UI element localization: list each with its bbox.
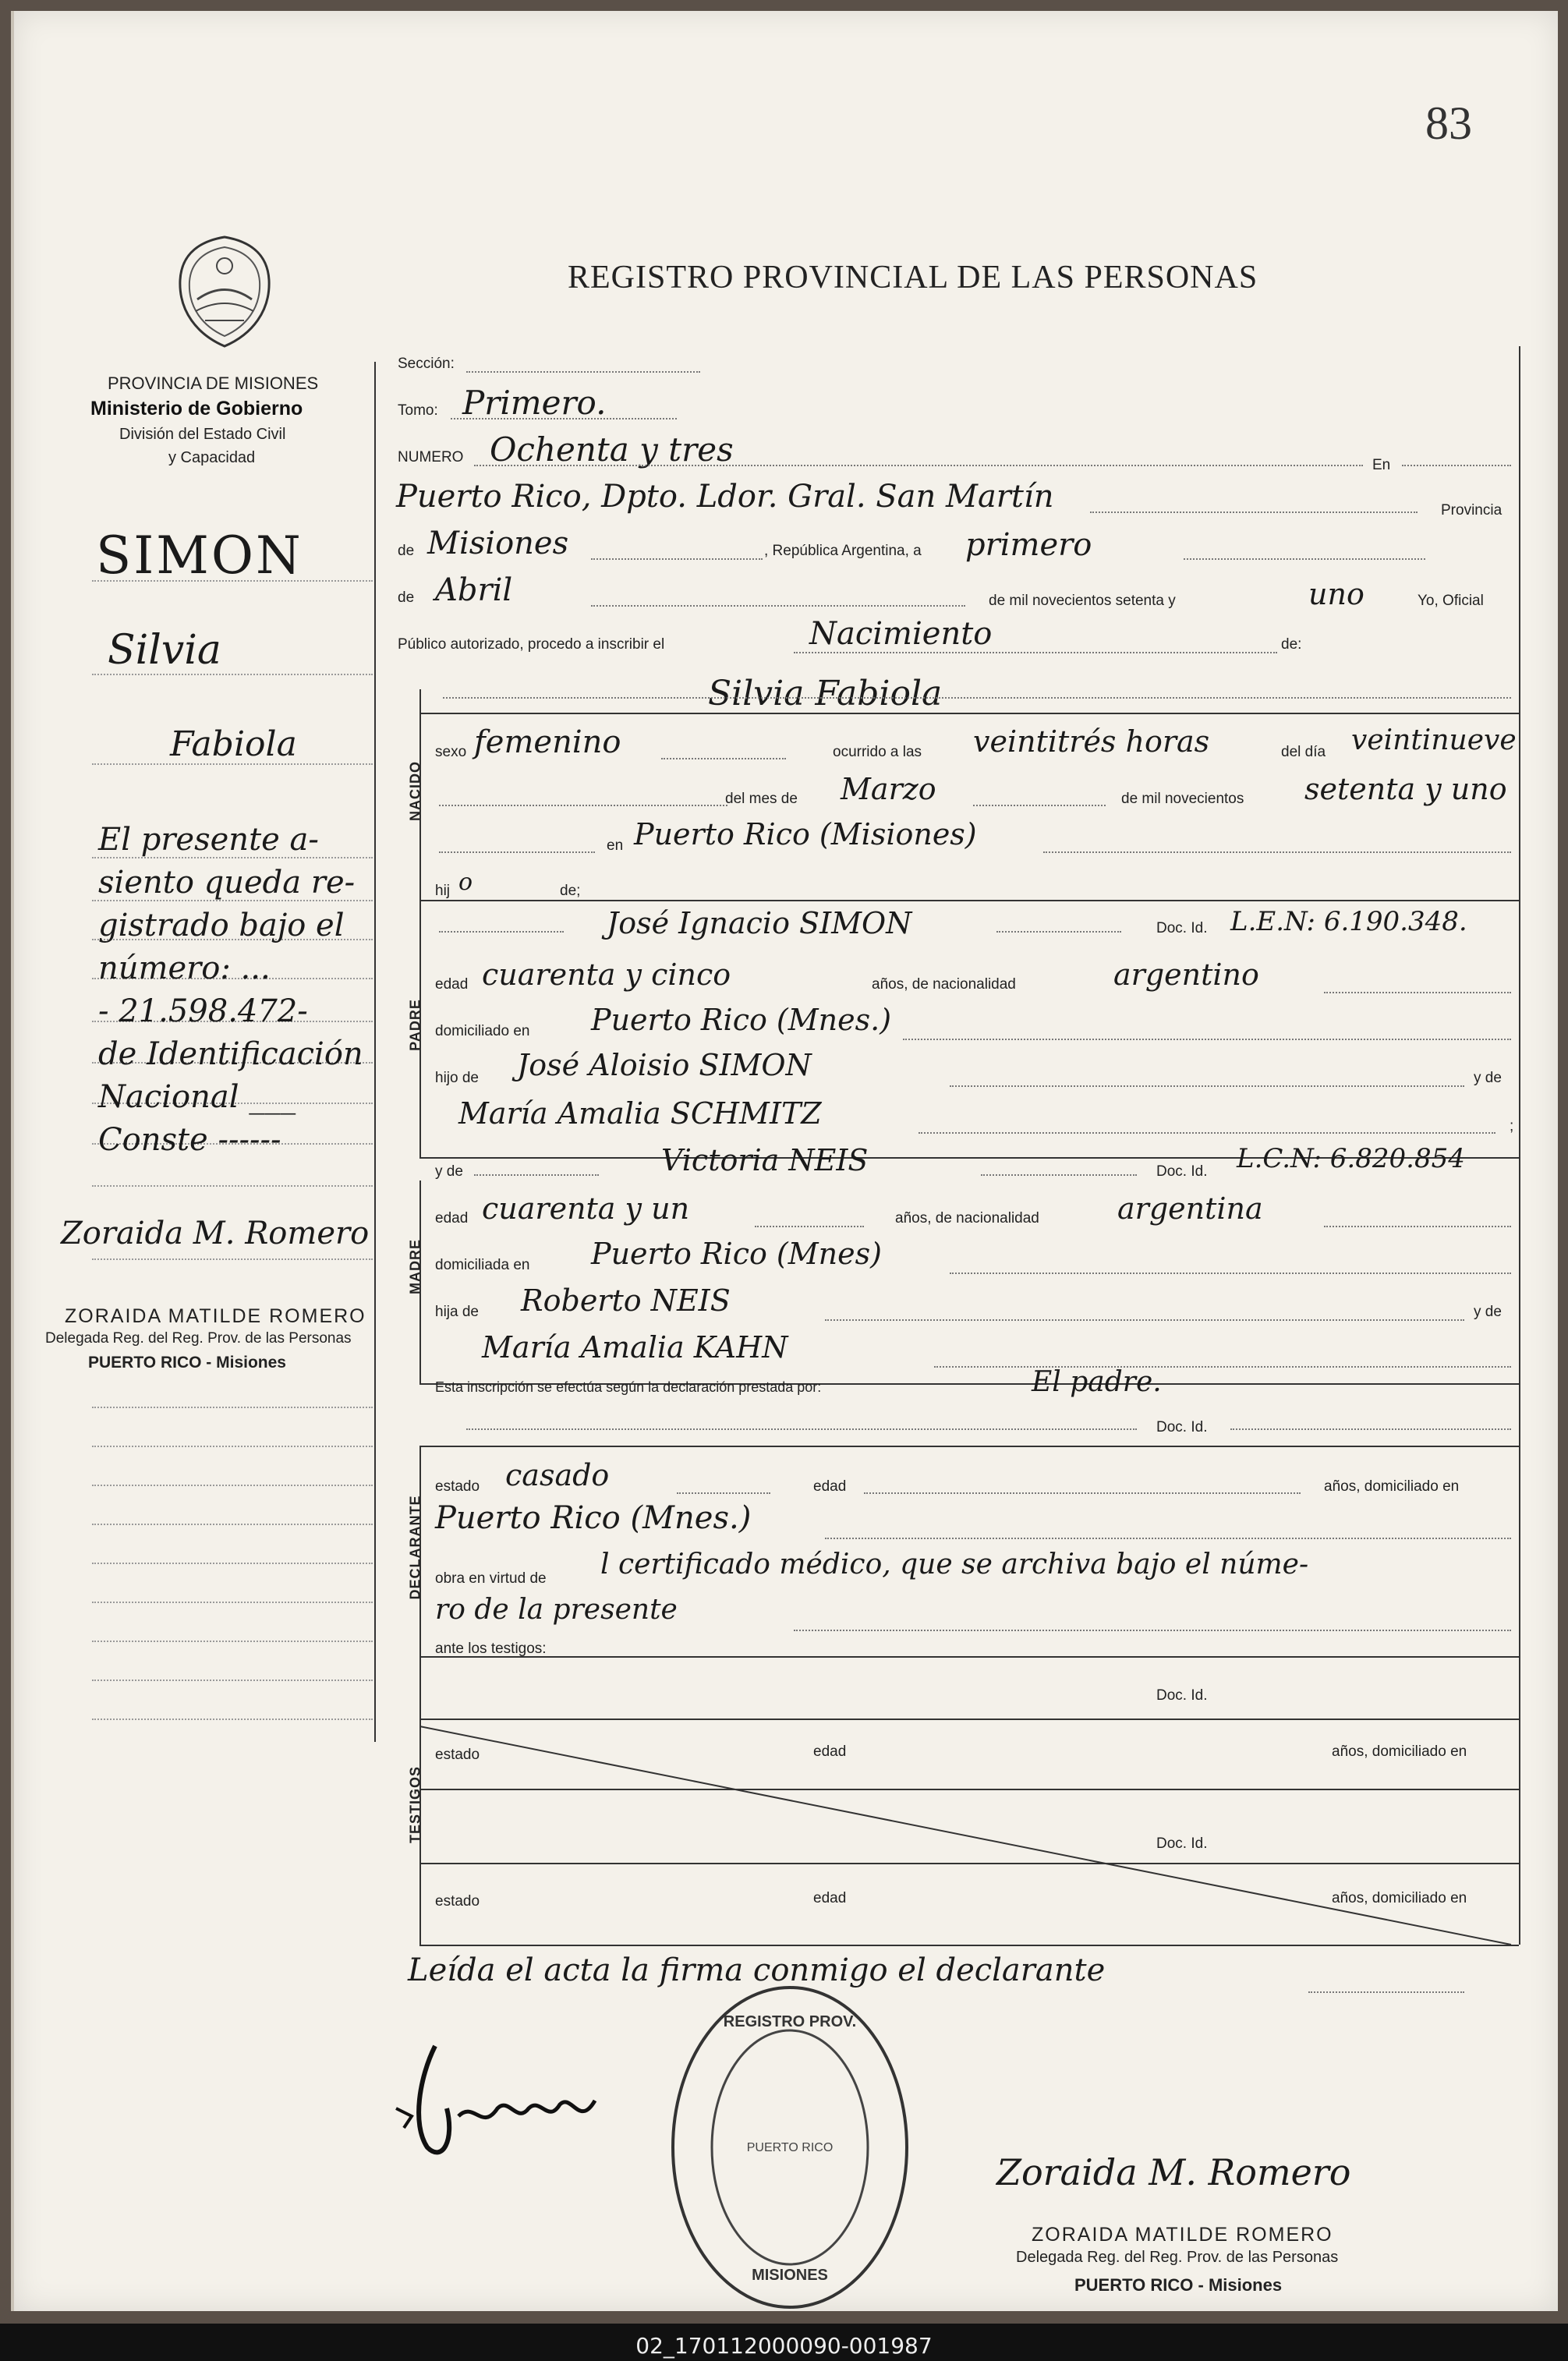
officer-signature: Zoraida M. Romero <box>996 2151 1351 2193</box>
document-title: REGISTRO PROVINCIAL DE LAS PERSONAS <box>568 260 1258 296</box>
sidebar-divider <box>374 362 376 1742</box>
label-yo-oficial: Yo, Oficial <box>1418 593 1484 609</box>
label-hijo: hij <box>435 883 451 899</box>
document-page: 83 REGISTRO PROVINCIAL DE LAS PERSONAS PROVINCIA DE MISIONES Ministerio de Gobierno División del Estado Civil y Capacidad SIMON Silvia Fabiola El presente a- siento queda re- gistrado bajo el número: ... - 21.598.472- de Identificación Nacional ___ Conste ------ Zoraida M. Romero ZORAIDA MATILDE ROMERO Delegada Reg. del Reg. Prov. de las Personas PUERTO RICO - Misiones Sección: Tomo: Primero. NUMERO Ochenta y tres En Puerto Rico, Dpto. Ldor. Gral. San Martín Provincia de Misiones , República Argentina, a primero de Abril de mil novecientos setenta y uno Yo, Oficial Público autorizado, procedo a inscribir el Nacimiento de: NACIDO Silvia Fabiola sexo femenino ocurrido a las veintitrés horas del día veintinueve del mes de Marzo de mil novecientos setenta y uno en Puerto Rico (Misiones) hij o de; PADRE José Ignacio SIMON Doc. Id. L.E.N: 6.190.348. edad cuarenta y cinco años, de nacionalidad argentino domiciliado en Puerto Rico (Mnes.) hijo de José Aloisio SIMON y de María Amalia SCHMITZ ; y de Victoria NEIS Doc. Id. L.C.N: 6.820.854 MADRE edad cuarenta y un años, de nacionalidad argentina domiciliada en Puerto Rico (Mnes) hija de Roberto NEIS y de María Amalia KAHN Esta inscripción se efectúa según la declaración prestada por: El padre. Doc. Id. DECLARANTE estado casado edad años, domiciliado en Puerto Rico (Mnes.) obra en virtud de l certificado médico, que se archiva bajo el núme- ro de la presente ante los testigos: TESTIGOS Doc. Id. estado edad años, domiciliado en Doc. Id. estado edad años, domiciliado en Leída el acta la firma conmigo el declarante REGISTRO PROV. MISIONES PUERTO RICO Zoraida M. Romero ZORAIDA MATILDE ROMERO Delegada Reg. del Reg. Prov. de las Personas PUERTO RICO - Misiones <box>11 11 1558 2311</box>
value-madre-padre: Roberto NEIS <box>521 1283 731 1318</box>
label-nacido: NACIDO <box>407 761 423 821</box>
value-numero: Ochenta y tres <box>490 430 734 469</box>
value-obra-2: ro de la presente <box>435 1594 678 1626</box>
value-declarante: El padre. <box>1032 1366 1162 1398</box>
footer-caption: 02_170112000090-001987 <box>635 2333 933 2359</box>
label-ante: ante los testigos: <box>435 1641 547 1657</box>
value-leida: Leída el acta la firma conmigo el declarante <box>408 1952 1106 1988</box>
label-doc-madre: Doc. Id. <box>1156 1163 1208 1180</box>
label-anos-dom-t1: años, domiciliado en <box>1332 1743 1467 1760</box>
label-provincia: Provincia <box>1441 502 1503 519</box>
official-seal <box>665 1980 915 2319</box>
label-y-de-madre2: y de <box>1474 1304 1502 1320</box>
label-estado-decl: estado <box>435 1478 480 1495</box>
label-edad-decl: edad <box>813 1478 847 1495</box>
value-hora: veintitrés horas <box>973 724 1210 759</box>
label-doc-padre: Doc. Id. <box>1156 920 1208 936</box>
label-de-hijo: de; <box>560 883 581 899</box>
label-doc-testigo2: Doc. Id. <box>1156 1835 1208 1852</box>
label-estado-t2: estado <box>435 1893 480 1910</box>
label-edad-padre: edad <box>435 976 469 993</box>
label-domiciliado: domiciliado en <box>435 1023 530 1039</box>
label-de-mil-nac: de mil novecientos <box>1121 791 1244 807</box>
value-padre-nombre: José Ignacio SIMON <box>607 906 912 940</box>
value-decl-estado: casado <box>505 1458 610 1492</box>
label-de-mes: de <box>398 589 415 606</box>
label-seccion: Sección: <box>398 356 455 372</box>
value-madre-madre: María Amalia KAHN <box>482 1330 788 1365</box>
sidebar-first-name: Silvia <box>108 627 221 674</box>
label-anos-dom-t2: años, domiciliado en <box>1332 1890 1467 1906</box>
value-decl-dom: Puerto Rico (Mnes.) <box>435 1500 752 1536</box>
header-ministry: Ministerio de Gobierno <box>90 398 303 419</box>
label-doc-declarante: Doc. Id. <box>1156 1419 1208 1435</box>
value-acto: Nacimiento <box>809 616 993 652</box>
header-capacity: y Capacidad <box>168 449 256 466</box>
label-publico: Público autorizado, procedo a inscribir el <box>398 636 665 653</box>
label-edad-t2: edad <box>813 1890 847 1906</box>
svg-text:MISIONES: MISIONES <box>752 2267 828 2284</box>
right-border <box>1519 346 1520 1945</box>
label-domiciliada: domiciliada en <box>435 1257 530 1273</box>
label-madre: MADRE <box>407 1239 423 1294</box>
value-madre-nac: argentina <box>1117 1191 1263 1226</box>
label-numero: NUMERO <box>398 449 464 465</box>
label-en-lugar: en <box>607 837 624 854</box>
value-padre-nac: argentino <box>1113 957 1259 992</box>
page-number: 83 <box>1425 97 1472 149</box>
label-hija-de: hija de <box>435 1304 479 1320</box>
label-esta-inscripcion: Esta inscripción se efectúa según la declaración prestada por: <box>435 1379 822 1395</box>
label-y-de-padre: y de <box>1474 1070 1502 1086</box>
label-republica: , República Argentina, a <box>764 543 922 559</box>
value-provincia: Misiones <box>427 526 569 561</box>
label-y-de-madre: y de <box>435 1163 463 1180</box>
label-sexo: sexo <box>435 744 467 760</box>
value-padre-doc: L.E.N: 6.190.348. <box>1230 906 1467 937</box>
label-de-mil: de mil novecientos setenta y <box>989 593 1176 609</box>
header-province: PROVINCIA DE MISIONES <box>108 373 319 393</box>
sidebar-middle-name: Fabiola <box>170 724 297 764</box>
label-edad-madre: edad <box>435 1210 469 1227</box>
label-del-mes: del mes de <box>725 791 798 807</box>
svg-text:REGISTRO PROV.: REGISTRO PROV. <box>723 2013 857 2030</box>
cancel-stroke <box>419 1719 1519 1952</box>
sidebar-stamp-role: Delegada Reg. del Reg. Prov. de las Personas <box>45 1330 352 1347</box>
value-obra-1: l certificado médico, que se archiva bajo el núme- <box>600 1549 1309 1580</box>
label-doc-testigo1: Doc. Id. <box>1156 1687 1208 1704</box>
label-ocurrido: ocurrido a las <box>833 744 922 760</box>
sidebar-signature: Zoraida M. Romero <box>61 1216 370 1251</box>
value-mes: Abril <box>435 572 513 608</box>
label-hijo-de: hijo de <box>435 1070 479 1086</box>
value-anio: uno <box>1308 577 1364 611</box>
label-padre: PADRE <box>407 999 423 1051</box>
sidebar-stamp-place: PUERTO RICO - Misiones <box>88 1354 286 1372</box>
value-hijo: o <box>458 869 473 896</box>
value-anio-nac: setenta y uno <box>1304 772 1507 806</box>
province-emblem <box>174 233 275 354</box>
label-en: En <box>1372 457 1391 473</box>
value-madre-doc: L.C.N: 6.820.854 <box>1237 1143 1465 1174</box>
value-lugar-nac: Puerto Rico (Misiones) <box>634 817 977 851</box>
label-edad-t1: edad <box>813 1743 847 1760</box>
value-nombre: Silvia Fabiola <box>708 674 943 713</box>
value-padre-dom: Puerto Rico (Mnes.) <box>591 1003 892 1037</box>
value-madre-dom: Puerto Rico (Mnes) <box>591 1237 882 1271</box>
label-obra: obra en virtud de <box>435 1570 547 1587</box>
header-division: División del Estado Civil <box>119 426 286 443</box>
label-de-provincia: de <box>398 543 415 559</box>
label-anos-nac-padre: años, de nacionalidad <box>872 976 1016 993</box>
value-dia-nac: veintinueve <box>1351 724 1517 756</box>
value-madre-edad: cuarenta y un <box>482 1191 690 1226</box>
value-padre-edad: cuarenta y cinco <box>482 957 731 992</box>
value-lugar: Puerto Rico, Dpto. Ldor. Gral. San Martín <box>396 479 1054 515</box>
label-del-dia: del día <box>1281 744 1326 760</box>
value-tomo: Primero. <box>462 384 607 422</box>
semicolon: ; <box>1510 1118 1514 1134</box>
officer-stamp-role: Delegada Reg. del Reg. Prov. de las Personas <box>1016 2249 1339 2266</box>
label-de-colon: de: <box>1281 636 1302 653</box>
value-madre-nombre: Victoria NEIS <box>661 1143 869 1177</box>
label-declarante: DECLARANTE <box>407 1495 423 1600</box>
sidebar-surname: SIMON <box>96 526 303 586</box>
value-padre-padre: José Aloisio SIMON <box>517 1048 812 1082</box>
label-anos-nac-madre: años, de nacionalidad <box>895 1210 1039 1227</box>
label-anos-dom-decl: años, domiciliado en <box>1324 1478 1460 1495</box>
label-tomo: Tomo: <box>398 402 438 419</box>
officer-stamp-name: ZORAIDA MATILDE ROMERO <box>1032 2224 1333 2246</box>
declarant-signature <box>380 2030 630 2182</box>
label-estado-t1: estado <box>435 1747 480 1763</box>
label-testigos: TESTIGOS <box>407 1766 423 1844</box>
value-sexo: femenino <box>474 724 621 760</box>
value-padre-madre: María Amalia SCHMITZ <box>458 1096 822 1131</box>
svg-text:PUERTO RICO: PUERTO RICO <box>746 2141 834 2154</box>
officer-stamp-place: PUERTO RICO - Misiones <box>1074 2275 1283 2295</box>
value-dia: primero <box>965 527 1092 563</box>
value-mes-nac: Marzo <box>841 772 936 806</box>
sidebar-stamp-name: ZORAIDA MATILDE ROMERO <box>65 1305 366 1327</box>
